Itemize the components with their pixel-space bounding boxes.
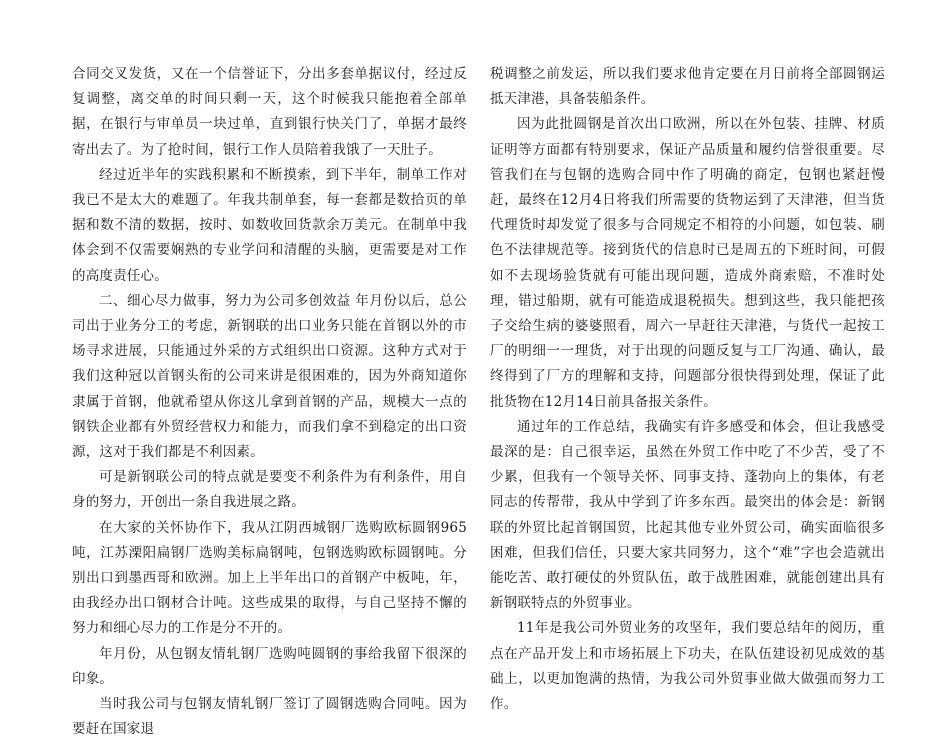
right-column [490, 62, 885, 717]
paragraph: 在大家的关怀协作下，我从江阴西城钢厂选购欧标圆钢965吨，江苏溧阳扁钢厂选购美标扁钢吨，包钢选购欧标圆钢吨。分别出口到墨西哥和欧洲。加上上半年出口的首钢产中板吨，年，由我经办出口钢材合计吨。这些成果的取得，与自己坚持不懈的努力和细心尽力的工作是分不开的。 [72, 519, 467, 637]
paragraph: 11年是我公司外贸业务的攻坚年，我们要总结年的阅历，重点在产品开发上和市场拓展上下功夫，在队伍建设初见成效的基础上，以更加饱满的热情，为我公司外贸事业做大做强而努力工作。 [490, 620, 885, 713]
paragraph: 税调整之前发运，所以我们要求他肯定要在月日前将全部圆钢运抵天津港，具备装船条件。 [490, 66, 885, 108]
paragraph: 年月份，从包钢友情轧钢厂选购吨圆钢的事给我留下很深的印象。 [72, 645, 467, 687]
left-column [72, 62, 467, 742]
paragraph: 二、细心尽力做事，努力为公司多创效益 年月份以后，总公司出于业务分工的考虑，新钢联的出口业务只能在首钢以外的市场寻求进展，只能通过外采的方式组织出口资源。这种方式对于我们这种冠以首钢头衔的公司来讲是很困难的，因为外商知道你隶属于首钢，他就希望从你这儿拿到首钢的产品，规模大一点的钢铁企业都有外贸经营权力和能力，而我们拿不到稳定的出口资源，这对于我们都是不利因素。 [72, 292, 467, 461]
paragraph: 合同交叉发货，又在一个信誉证下，分出多套单据议付，经过反复调整，离交单的时间只剩一天，这个时候我只能抱着全部单据，在银行与审单员一块过单，直到银行快关门了，单据才最终寄出去了。为了抢时间，银行工作人员陪着我饿了一天肚子。 [72, 66, 467, 158]
paragraph: 可是新钢联公司的特点就是要变不利条件为有利条件，用自身的努力，开创出一条自我进展之路。 [72, 469, 467, 511]
paragraph: 经过近半年的实践积累和不断摸索，到下半年，制单工作对我已不是太大的难题了。年我共制单套，每一套都是数拾页的单据和数不清的数据，按时、如数收回货款余万美元。在制单中我体会到不仅需要娴熟的专业学问和清醒的头脑，更需要是对工作的高度责任心。 [72, 166, 467, 284]
paragraph: 因为此批圆钢是首次出口欧洲，所以在外包装、挂牌、材质证明等方面都有特别要求，保证产品质量和履约信誉很重要。尽管我们在与包钢的选购合同中作了明确的商定，包钢也紧赶慢赶，最终在12月4日将我们所需要的货物运到了天津港，但当货代理货时却发觉了很多与合同规定不相符的小问题，如包装、刷色不法律规范等。接到货代的信息时已是周五的下班时间，可假如不去现场验货就有可能出现问题，造成外商索赔，不准时处理，错过船期，就有可能造成退税损失。想到这些，我只能把孩子交给生病的婆婆照看，周六一早赶往天津港，与货代一起按工厂的明细一一理货，对于出现的问题反复与工厂沟通、确认，最终得到了厂方的理解和支持，问题部分很快得到处理，保证了此批货物在12月14日前具备报关条件。 [490, 116, 885, 410]
paragraph: 通过年的工作总结，我确实有许多感受和体会，但让我感受最深的是：自己很幸运，虽然在外贸工作中吃了不少苦，受了不少累，但我有一个领导关怀、同事支持、蓬勃向上的集体，有老同志的传帮带，我从中学到了许多东西。最突出的体会是：新钢联的外贸比起首钢国贸，比起其他专业外贸公司，确实面临很多困难，但我们信任，只要大家共同努力，这个“难”字也会造就出能吃苦、敢打硬仗的外贸队伍，敢于战胜困难，就能创建出具有新钢联特点的外贸事业。 [490, 418, 885, 612]
paragraph: 当时我公司与包钢友情轧钢厂签订了圆钢选购合同吨。因为要赶在国家退 [72, 696, 467, 738]
